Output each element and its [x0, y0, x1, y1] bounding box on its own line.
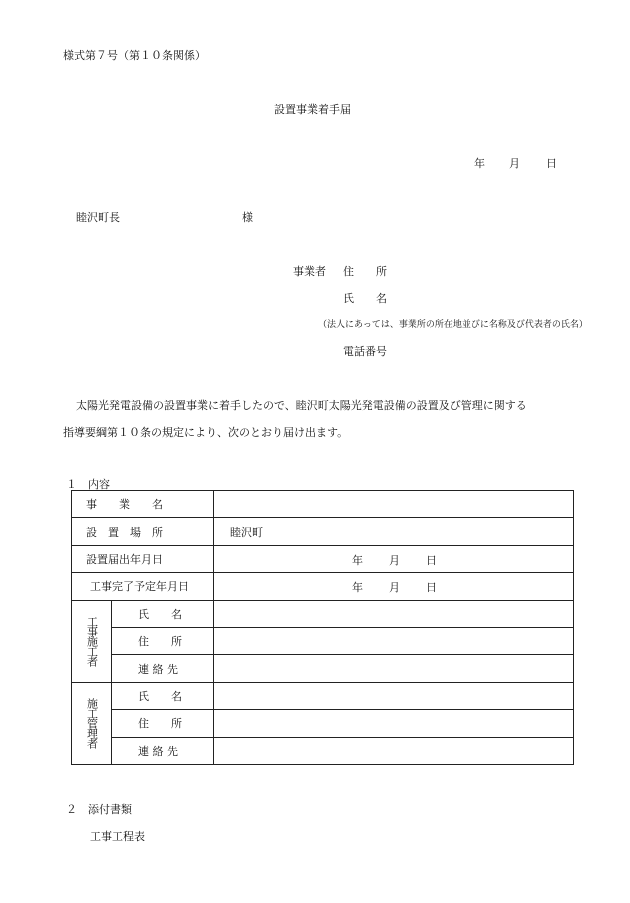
label-location: 設 置 場 所 [72, 518, 214, 545]
value-manager-address[interactable] [214, 710, 574, 737]
content-table [71, 490, 574, 765]
label-manager-name: 氏 名 [112, 682, 214, 709]
section2-heading: ２ 添付書類 [66, 803, 132, 816]
row-contractor-address [72, 627, 574, 654]
row-install-date [72, 545, 574, 572]
body-line-2: 指導要綱第１０条の規定により、次のとおり届け出ます。 [63, 426, 349, 439]
label-contractor-name: 氏 名 [112, 600, 214, 627]
value-contractor-address[interactable] [214, 627, 574, 654]
value-manager-contact[interactable] [214, 737, 574, 764]
row-manager-name [72, 682, 574, 709]
value-complete-date[interactable] [214, 573, 574, 600]
applicant-address-label: 住 所 [343, 265, 387, 278]
addressee-name: 睦沢町長 [76, 211, 120, 224]
document-title: 設置事業着手届 [274, 103, 351, 116]
install-day: 日 [426, 553, 437, 567]
applicant-note: （法人にあっては、事業所の所在地並びに名称及び代表者の氏名） [318, 320, 588, 330]
row-location [72, 518, 574, 545]
label-install-date: 設置届出年月日 [72, 545, 214, 572]
group-manager [72, 682, 112, 764]
addressee-honorific: 様 [242, 211, 253, 224]
value-contractor-name[interactable] [214, 600, 574, 627]
manager-group-label: 施工管理者 [85, 698, 99, 749]
row-complete-date [72, 573, 574, 600]
form-number: 様式第７号（第１０条関係） [63, 49, 206, 62]
date-day: 日 [546, 157, 557, 170]
complete-month: 月 [389, 581, 400, 595]
attachment-item: 工事工程表 [90, 830, 145, 843]
value-install-date[interactable] [214, 545, 574, 572]
value-location[interactable]: 睦沢町 [214, 518, 574, 545]
contractor-group-label: 工事施工者 [85, 616, 99, 667]
row-contractor-name [72, 600, 574, 627]
value-business-name[interactable] [214, 491, 574, 518]
applicant-phone-label: 電話番号 [343, 345, 387, 358]
body-line-1: 太陽光発電設備の設置事業に着手したので、睦沢町太陽光発電設備の設置及び管理に関する [76, 399, 527, 412]
applicant-role: 事業者 [293, 265, 326, 278]
row-business-name [72, 491, 574, 518]
label-contractor-address: 住 所 [112, 627, 214, 654]
label-business-name: 事 業 名 [72, 491, 214, 518]
label-manager-contact: 連 絡 先 [112, 737, 214, 764]
value-manager-name[interactable] [214, 682, 574, 709]
install-month: 月 [389, 553, 400, 567]
value-contractor-contact[interactable] [214, 655, 574, 682]
complete-year: 年 [352, 581, 363, 595]
date-month: 月 [509, 157, 520, 170]
date-year: 年 [474, 157, 485, 170]
label-manager-address: 住 所 [112, 710, 214, 737]
row-manager-contact [72, 737, 574, 764]
label-contractor-contact: 連 絡 先 [112, 655, 214, 682]
applicant-name-label: 氏 名 [343, 292, 387, 305]
group-contractor [72, 600, 112, 682]
label-complete-date: 工事完了予定年月日 [72, 573, 214, 600]
row-contractor-contact [72, 655, 574, 682]
complete-day: 日 [426, 581, 437, 595]
install-year: 年 [352, 553, 363, 567]
section1-heading: １ 内容 [66, 478, 110, 491]
row-manager-address [72, 710, 574, 737]
